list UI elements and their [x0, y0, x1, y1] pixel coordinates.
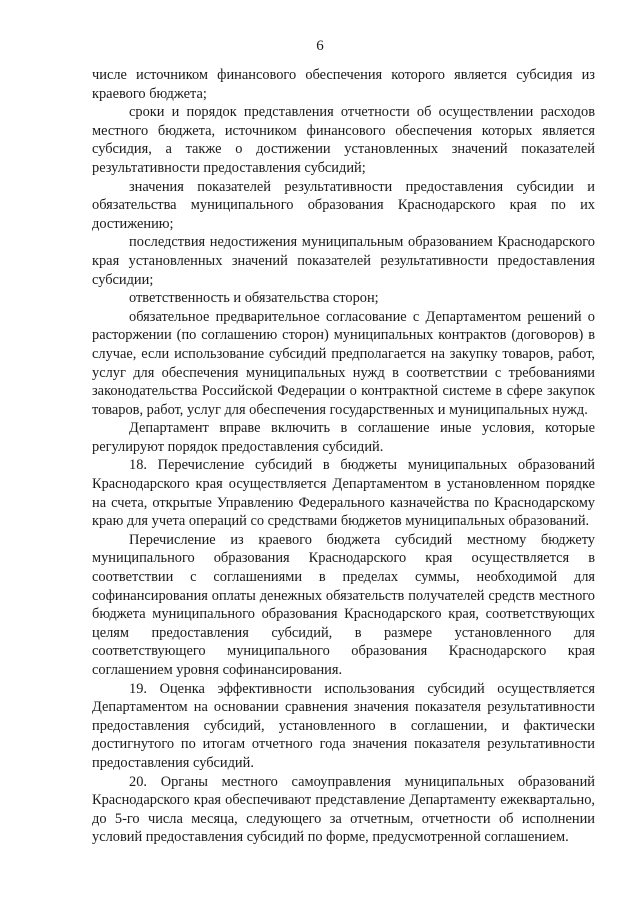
paragraph-reporting-terms: сроки и порядок представления отчетности об осуществлении расходов местного бюджета, источником финансового обеспечения которых является субсидия, а также о достижении установленных значений показателей результативности предоставления субсидий;: [92, 104, 595, 176]
paragraph-item-18: 18. Перечисление субсидий в бюджеты муниципальных образований Краснодарского края осуществляется Департаментом в установленном порядке на счета, открытые Управлению Федерального казначейства по Краснодарскому краю для учета операций со средствами бюджетов муниципальных образований.: [92, 457, 595, 530]
paragraph-prior-approval: обязательное предварительное согласование с Департаментом решений о расторжении (по соглашению сторон) муниципальных контрактов (договоров) в случае, если использование субсидий предполагается на закупку товаров, работ, услуг для обеспечения муниципальных нужд в соответствии с требованиями законодательства Российской Федерации о контрактной системе в сфере закупок товаров, работ, услуг для обеспечения государственных и муниципальных нужд.: [92, 308, 595, 418]
paragraph-nonachievement-consequences: последствия недостижения муниципальным образованием Краснодарского края установленных значений показателей результативности предоставления субсидии;: [92, 234, 595, 288]
page-number: 6: [316, 38, 324, 54]
paragraph-indicator-values: значения показателей результативности предоставления субсидии и обязательства муниципального образования Краснодарского края по их достижению;: [92, 178, 595, 232]
paragraph-other-conditions: Департамент вправе включить в соглашение иные условия, которые регулируют порядок предоставления субсидий.: [92, 420, 595, 455]
paragraph-item-19: 19. Оценка эффективности использования субсидий осуществляется Департаментом на основании сравнения значения показателя результативности предоставления субсидий, установленного в соглашении, и фактически достигнутого по итогам отчетного года значения показателя результативности предоставления субсидий.: [92, 680, 595, 771]
paragraph-transfer-of-subsidies: Перечисление из краевого бюджета субсидий местному бюджету муниципального образования Краснодарского края осуществляется в соответствии с соглашениями в пределах суммы, необходимой для софинансирования оплаты денежных обязательств получателей средств местного бюджета муниципального образования Краснодарского края, соответствующих целям предоставления субсидий, в размере установленного для соответствующего муниципального образования Краснодарского края соглашением уровня софинансирования.: [92, 531, 595, 678]
document-body: [92, 66, 595, 847]
paragraph-item-20: 20. Органы местного самоуправления муниципальных образований Краснодарского края обеспечивают представление Департаменту ежеквартально, до 5-го числа месяца, следующего за отчетным, отчетности об исполнении условий предоставления субсидий по форме, предусмотренной соглашением.: [92, 773, 595, 846]
paragraph-continuation: числе источником финансового обеспечения которого является субсидия из краевого бюджета;: [92, 67, 595, 102]
paragraph-responsibilities: ответственность и обязательства сторон;: [129, 290, 379, 307]
